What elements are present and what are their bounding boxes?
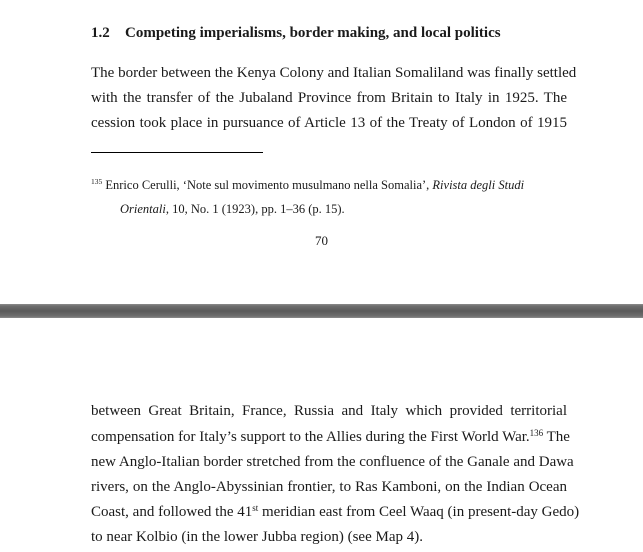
paragraph-line: The border between the Kenya Colony and Italian Somaliland was finally settled — [91, 65, 577, 81]
section-heading — [91, 24, 501, 42]
page-separator — [0, 304, 643, 318]
footnote-details: , 10, No. 1 (1923), pp. 1–36 (p. 15). — [165, 202, 345, 216]
page-number: 70 — [315, 233, 328, 248]
paragraph-line: between Great Britain, France, Russia and Italy which provided territorial — [91, 403, 567, 419]
section-number: 1.2 — [91, 25, 110, 41]
paragraph-text: meridian east from Ceel Waaq (in present-day Gedo) — [258, 504, 580, 520]
footnote-marker: 135 — [91, 177, 103, 186]
ordinal-suffix: st — [252, 503, 259, 513]
paragraph-line — [91, 428, 570, 446]
footnote-journal: Rivista degli Studi — [432, 178, 525, 192]
paragraph-text: Coast, and followed the 41 — [91, 504, 253, 520]
paragraph-text: compensation for Italy’s support to the Allies during the First World War. — [91, 429, 530, 445]
section-title: Competing imperialisms, border making, and local politics — [125, 25, 501, 41]
paragraph-line: to near Kolbio (in the lower Jubba region) (see Map 4). — [91, 529, 423, 545]
footnote-reference: 136 — [529, 428, 544, 438]
paragraph-line — [91, 503, 580, 521]
paragraph-line: cession took place in pursuance of Article 13 of the Treaty of London of 1915 — [91, 115, 567, 131]
footnote-separator — [91, 152, 263, 153]
paragraph-line: rivers, on the Anglo-Abyssinian frontier, to Ras Kamboni, on the Indian Ocean — [91, 479, 567, 495]
footnote-journal: Orientali — [120, 202, 166, 216]
footnote-line — [91, 177, 524, 193]
paragraph-line: with the transfer of the Jubaland Province from Britain to Italy in 1925. The — [91, 90, 567, 106]
footnote-line — [120, 201, 345, 217]
paragraph-line: new Anglo-Italian border stretched from the confluence of the Ganale and Dawa — [91, 454, 574, 470]
paragraph-text: The — [543, 429, 570, 445]
footnote-author-title: Enrico Cerulli, ‘Note sul movimento musulmano nella Somalia’, — [105, 178, 430, 192]
